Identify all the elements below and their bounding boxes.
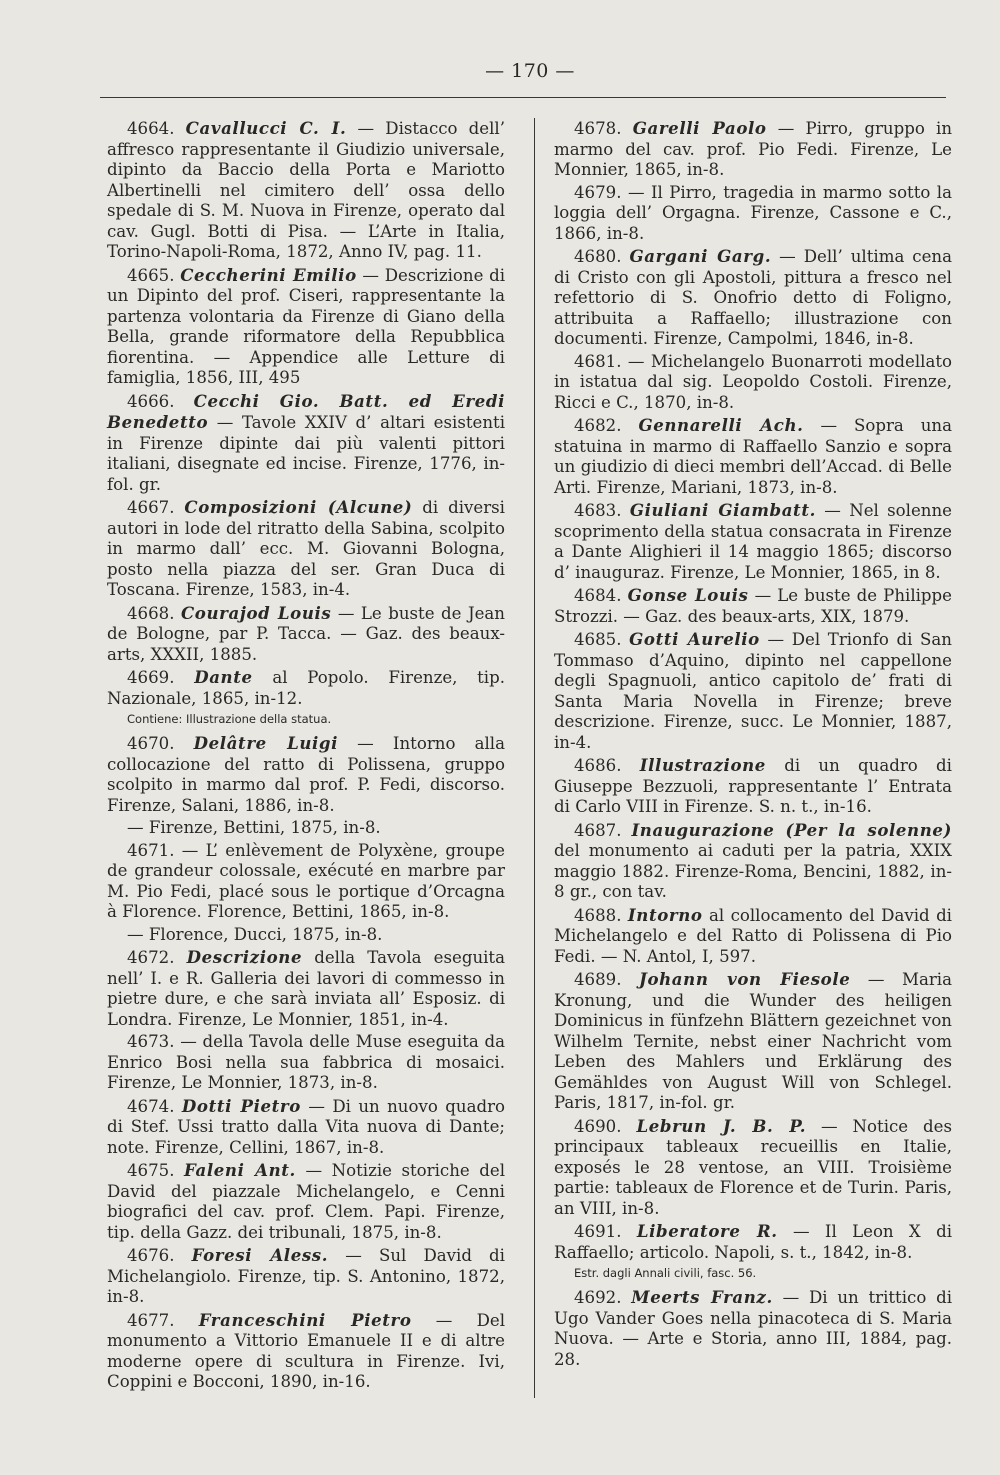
entry-text: al collocamento del David di Michelangelo e del Ratto di Polissena di Pio Fedi. — N. Antol, I, 597. bbox=[554, 905, 952, 966]
entry-text: — della Tavola delle Muse eseguita da Enrico Bosi nella sua fabbrica di mosaici. Firenze, Le Monnier, 1873, in-8. bbox=[107, 1032, 505, 1092]
bibliography-entry bbox=[554, 969, 952, 1114]
entry-author: Meerts Franz. bbox=[631, 1287, 773, 1307]
page-number: — 170 — bbox=[485, 60, 575, 82]
entry-note: Contiene: Illustrazione della statua. bbox=[127, 712, 332, 726]
entry-number: 4680. bbox=[574, 247, 630, 266]
entry-number: 4667. bbox=[127, 498, 185, 517]
entry-text: — Il Pirro, tragedia in marmo sotto la loggia dell’ Orgagna. Firenze, Cassone e C., 1866, in-8. bbox=[554, 182, 953, 243]
entry-number: 4687. bbox=[574, 820, 632, 840]
entry-author: Liberatore R. bbox=[636, 1221, 778, 1241]
entry-text: — Le buste de Jean de Bologne, par P. Tacca. — Gaz. des beaux-arts, XXXII, 1885. bbox=[107, 603, 505, 664]
entry-text: — Notizie storiche del David del piazzale Michelangelo, e Cenni biografici del cav. prof. Clem. Papi. Firenze, tip. della Gazz. dei tribunali, 1875, in-8. bbox=[107, 1161, 506, 1242]
bibliography-entry bbox=[107, 733, 505, 816]
entry-number: 4692. bbox=[574, 1288, 632, 1307]
entry-text: — Del Trionfo di San Tommaso d’Aquino, dipinto nel cappellone degli Spagnuoli, antico capitolo de’ frati di Santa Maria Novella in Firenze; breve descrizione. Firenze, succ. Le Monnier, 1887, in-4. bbox=[554, 630, 952, 752]
entry-author: Gargani Garg. bbox=[629, 246, 772, 266]
bibliography-entry bbox=[554, 118, 952, 181]
entry-author: Gennarelli Ach. bbox=[638, 415, 804, 435]
entry-number: 4666. bbox=[127, 391, 194, 411]
entry-author: Garelli Paolo bbox=[632, 118, 767, 138]
bibliography-entry bbox=[107, 603, 505, 666]
entry-text: — Nel solenne scoprimento della statua consacrata in Firenze a Dante Alighieri il 14 maggio 1865; discorso d’ inauguraz. Firenze, Le Monnier, 1865, in 8. bbox=[554, 501, 952, 582]
header-rule bbox=[100, 97, 946, 98]
entry-text: — Del monumento a Vittorio Emanuele II e di altre moderne opere di scultura in Firenze. Ivi, Coppini e Bocconi, 1890, in-16. bbox=[107, 1310, 505, 1391]
entry-author: Faleni Ant. bbox=[184, 1160, 296, 1180]
entry-author: Johann von Fiesole bbox=[639, 969, 851, 989]
entry-number: 4688. bbox=[574, 905, 628, 925]
entry-number: 4679. bbox=[574, 182, 628, 202]
bibliography-entry bbox=[107, 265, 505, 389]
bibliography-entry bbox=[107, 667, 505, 709]
entry-text: — Intorno alla collocazione del ratto di Polissena, gruppo scolpito in marmo dal prof. P. Fedi, discorso. Firenze, Salani, 1886, in-8. bbox=[107, 734, 505, 815]
entry-author: Delâtre Luigi bbox=[193, 733, 339, 753]
entry-text: — Pirro, gruppo in marmo del cav. prof. Pio Fedi. Firenze, Le Monnier, 1865, in-8. bbox=[554, 119, 953, 179]
column-divider bbox=[534, 118, 535, 1398]
bibliography-entry bbox=[107, 1245, 505, 1308]
entry-author: Cecchi Gio. Batt. ed Eredi Benedetto bbox=[107, 390, 506, 432]
entry-author: Gonse Louis bbox=[627, 585, 749, 605]
entry-author: Gotti Aurelio bbox=[629, 629, 760, 649]
entry-text: — Di un nuovo quadro di Stef. Ussi tratto dalla Vita nuova di Dante; note. Firenze, Cellini, 1867, in-8. bbox=[107, 1096, 506, 1157]
entry-text: — Sul David di Michelangiolo. Firenze, tip. S. Antonino, 1872, in-8. bbox=[107, 1246, 505, 1306]
entry-text: di diversi autori in lode del ritratto della Sabina, scolpito in marmo dall’ ecc. M. Giovanni Bologna, posto nella piazza del ser. Gran Duca di Toscana. Firenze, 1583, in-4. bbox=[107, 498, 505, 599]
entry-number: 4681. bbox=[574, 351, 628, 371]
entry-author: Courajod Louis bbox=[181, 602, 332, 623]
entry-text: — Michelangelo Buonarroti modellato in istatua dal sig. Leopoldo Costoli. Firenze, Ricci e C., 1870, in-8. bbox=[554, 351, 953, 412]
entry-text: — L’ enlèvement de Polyxène, groupe de grandeur colossale, exécuté en marbre par M. Pio Fedi, placé sous le portique d’Orcagna à Florence. Florence, Bettini, 1865, in-8. bbox=[107, 840, 506, 921]
entry-number: 4690. bbox=[574, 1116, 637, 1136]
bibliography-entry bbox=[107, 1160, 505, 1243]
entry-number: 4664. bbox=[127, 119, 186, 138]
entry-continuation: — Florence, Ducci, 1875, in-8. bbox=[127, 924, 383, 944]
bibliography-entry bbox=[554, 905, 952, 968]
entry-author: Foresi Aless. bbox=[191, 1245, 329, 1265]
entry-text: — Il Leon X di Raffaello; articolo. Napoli, s. t., 1842, in-8. bbox=[554, 1222, 952, 1262]
bibliography-entry bbox=[107, 947, 505, 1030]
entry-continuation: — Firenze, Bettini, 1875, in-8. bbox=[127, 818, 381, 837]
entry-author: Cavallucci C. I. bbox=[185, 118, 347, 138]
bibliography-entry bbox=[554, 755, 952, 818]
bibliography-entry bbox=[107, 1310, 505, 1393]
entry-number: 4686. bbox=[574, 756, 640, 775]
entry-author: Dotti Pietro bbox=[181, 1095, 301, 1116]
entry-author: Descrizione bbox=[186, 947, 303, 967]
entry-author: Dante bbox=[194, 667, 253, 687]
bibliography-entry bbox=[554, 1287, 952, 1370]
entry-text: — Tavole XXIV d’ altari esistenti in Firenze dipinte dai più valenti pittori italiani, disegnate ed incise. Firenze, 1776, in-fol. gr. bbox=[107, 413, 505, 494]
entry-text: — Distacco dell’ affresco rappresentante il Giudizio universale, dipinto da Baccio della Porta e Mariotto Albertinelli nel cimitero dell’ ossa dello spedale di S. M. Nuova in Firenze, operato dal cav. Gugl. Botti di Pisa. — L’Arte in Italia, Torino-Napoli-Roma, 1872, Anno IV, pag. 11. bbox=[107, 119, 506, 261]
entry-text: di un quadro di Giuseppe Bezzuoli, rappresentante l’ Entrata di Carlo VIII in Firenze. S. n. t., in-16. bbox=[554, 756, 952, 816]
entry-text: al Popolo. Firenze, tip. Nazionale, 1865, in-12. bbox=[107, 668, 506, 708]
bibliography-entry bbox=[554, 629, 952, 753]
bibliography-entry bbox=[107, 1032, 505, 1094]
entry-author: Franceschini Pietro bbox=[198, 1309, 412, 1330]
bibliography-entry bbox=[554, 820, 952, 903]
entry-number: 4682. bbox=[574, 416, 639, 435]
entry-author: Illustrazione bbox=[639, 755, 766, 775]
entry-number: 4668. bbox=[127, 603, 181, 623]
entry-number: 4671. bbox=[127, 840, 182, 860]
entry-text: — Di un trittico di Ugo Vander Goes nella pinacoteca di S. Maria Nuova. — Arte e Storia, anno III, 1884, pag. 28. bbox=[554, 1288, 953, 1369]
bibliography-entry bbox=[554, 1221, 952, 1263]
entry-text: — Sopra una statuina in marmo di Raffaello Sanzio e sopra un giudizio di dieci membri dell’Accad. di Belle Arti. Firenze, Mariani, 1873, in-8. bbox=[554, 416, 952, 497]
bibliography-entry bbox=[554, 585, 952, 627]
entry-author: Giuliani Giambatt. bbox=[629, 500, 816, 520]
bibliography-entry bbox=[554, 352, 952, 414]
entry-number: 4691. bbox=[574, 1222, 637, 1241]
entry-number: 4669. bbox=[127, 668, 195, 687]
entry-number: 4689. bbox=[574, 970, 640, 989]
bibliography-entry bbox=[554, 500, 952, 583]
entry-number: 4685. bbox=[574, 630, 630, 649]
bibliography-entry bbox=[554, 183, 952, 245]
entry-number: 4677. bbox=[127, 1310, 199, 1330]
entry-author: Intorno bbox=[627, 904, 703, 925]
entry-number: 4676. bbox=[127, 1246, 192, 1265]
entry-text: — Le buste de Philippe Strozzi. — Gaz. des beaux-arts, XIX, 1879. bbox=[554, 586, 952, 626]
entry-text: — Maria Kronung, und die Wunder des heiligen Dominicus in fünfzehn Blättern gezeichnet von Wilhelm Ternite, nebst einer Nachricht vom Leben des Mahlers und Erklärung des Gemähldes von August Will von Schlegel. Paris, 1817, in-fol. gr. bbox=[554, 970, 953, 1112]
bibliography-entry bbox=[107, 118, 505, 263]
bibliography-entry bbox=[554, 246, 952, 350]
left-column bbox=[107, 118, 505, 1395]
entry-number: 4678. bbox=[574, 119, 633, 138]
entry-number: 4665. bbox=[127, 265, 181, 285]
entry-author: Lebrun J. B. P. bbox=[636, 1115, 807, 1136]
entry-text: del monumento ai caduti per la patria, XXIX maggio 1882. Firenze-Roma, Bencini, 1882, in-8 gr., con tav. bbox=[554, 841, 952, 901]
entry-number: 4683. bbox=[574, 501, 630, 520]
entry-number: 4675. bbox=[127, 1161, 185, 1180]
entry-text: — Notice des principaux tableaux recueillis en Italie, exposés le 28 ventose, an VIII. Troisième partie: tableaux de Florence et de Turin. Paris, an VIII, in-8. bbox=[554, 1116, 953, 1218]
bibliography-entry bbox=[554, 1116, 952, 1220]
bibliography-entry bbox=[107, 391, 505, 496]
entry-number: 4672. bbox=[127, 948, 187, 967]
entry-author: Ceccherini Emilio bbox=[180, 264, 357, 285]
entry-text: — Descrizione di un Dipinto del prof. Ciseri, rappresentante la partenza volontaria da Firenze di Giano della Bella, grande riformatore della Repubblica fiorentina. — Appendice alle Letture di famiglia, 1856, III, 495 bbox=[107, 265, 506, 387]
entry-author: Composizioni (Alcune) bbox=[184, 497, 413, 517]
entry-text: della Tavola eseguita nell’ I. e R. Galleria dei lavori di commesso in pietre dure, e che sarà inviata all’ Esposiz. di Londra. Firenze, Le Monnier, 1851, in-4. bbox=[107, 948, 505, 1029]
entry-number: 4670. bbox=[127, 734, 194, 753]
right-column bbox=[554, 118, 952, 1372]
bibliography-entry bbox=[107, 1096, 505, 1159]
bibliography-entry bbox=[554, 415, 952, 498]
entry-number: 4674. bbox=[127, 1096, 182, 1116]
entry-number: 4673. bbox=[127, 1032, 181, 1051]
bibliography-entry bbox=[107, 841, 505, 923]
entry-text: — Dell’ ultima cena di Cristo con gli Apostoli, pittura a fresco nel refettorio di S. Onofrio detto di Foligno, attribuita a Raffaello; illustrazione con documenti. Firenze, Campolmi, 1846, in-8. bbox=[554, 247, 953, 348]
entry-note: Estr. dagli Annali civili, fasc. 56. bbox=[574, 1266, 757, 1280]
entry-author: Inaugurazione (Per la solenne) bbox=[631, 819, 952, 840]
bibliography-entry bbox=[107, 497, 505, 601]
entry-number: 4684. bbox=[574, 586, 628, 605]
